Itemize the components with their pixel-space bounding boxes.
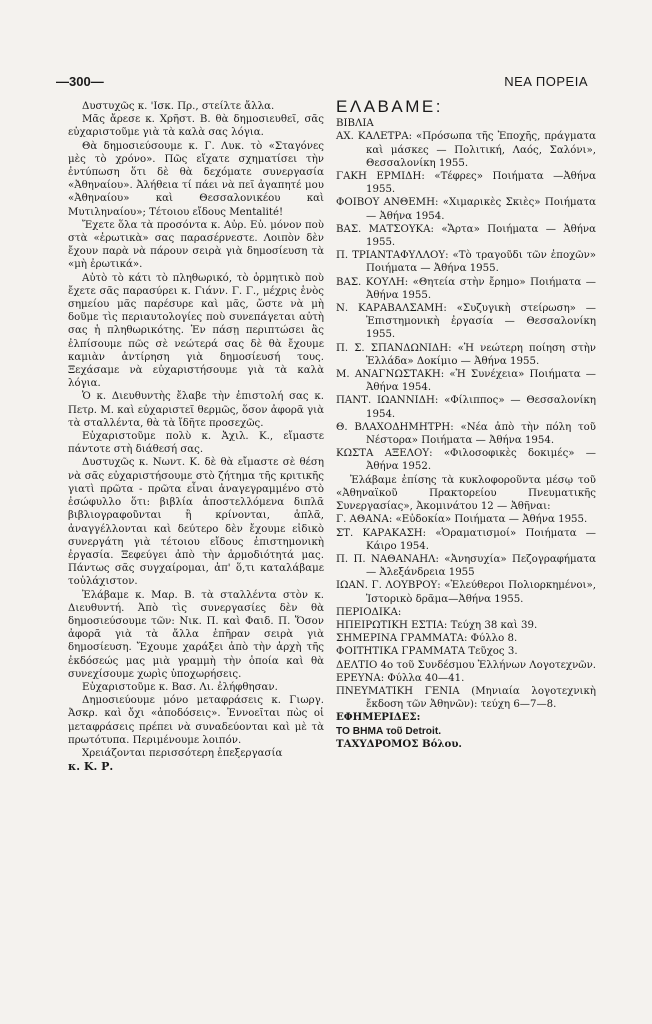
book-entry: Ν. ΚΑΡΑΒΑΛΣΑΜΗ: «Συζυγικὴ στείρωση» — Ἐπιστημονικὴ ἐργασία — Θεσσαλονίκη 1955.	[336, 303, 596, 341]
periodical-entry: ΦΟΙΤΗΤΙΚΑ ΓΡΑΜΜΑΤΑ Τεῦχος 3.	[336, 646, 518, 658]
book-entry: ΓΑΚΗ ΕΡΜΙΔΗ: «Τέφρες» Ποιήματα —Ἀθήνα 1955.	[336, 171, 596, 196]
book-entry: ΑΧ. ΚΑΛΕΤΡΑ: «Πρόσωπα τῆς Ἐποχῆς, πράγματα καὶ μάσκες — Πολιτική, Λαός, Σαλόνι», Θεσσαλονίκη 1955.	[336, 131, 596, 169]
book-entry: Θ. ΒΛΑΧΟΔΗΜΗΤΡΗ: «Νέα ἀπὸ τὴν πόλη τοῦ Νέστορα» Ποιήματα — Ἀθήνα 1954.	[336, 421, 596, 447]
reply-paragraph: Θὰ δημοσιεύσουμε κ. Γ. Λυκ. τὸ «Σταγόνες μὲς τὸ χρόνο». Πῶς εἴχατε σχηματίσει τὴν ἐντύπωση ὅτι δὲ θὰ δεχόματε συνεργασία «Ἀθηναίου». Ἀλήθεια τί πάει νὰ πεῖ ἀγαπητέ μου «Ἀθηναίου» καὶ Θεσσαλονικέου καὶ Μυτιληναίου»; Τέτοιου εἴδους Mentalité!	[68, 140, 324, 218]
newspaper-entry: ΤΟ ΒΗΜΑ τοῦ Detroit.	[336, 725, 442, 737]
books-label: ΒΙΒΛΙΑ	[336, 118, 374, 130]
received-also-note: Ἐλάβαμε ἐπίσης τὰ κυκλοφοροῦντα μέσῳ τοῦ «Ἀθηναϊκοῦ Πρακτορείου Πνευματικῆς Συνεργασίας», Ἀκομινάτου 12 — Ἀθῆναι:	[336, 474, 596, 513]
periodicals-label: ΠΕΡΙΟΔΙΚΑ:	[336, 606, 402, 618]
book-entry: ΒΑΣ. ΜΑΤΣΟΥΚΑ: «Ἄρτα» Ποιήματα — Ἀθήνα 1955.	[336, 223, 596, 249]
reply-paragraph: Εὐχαριστοῦμε πολὺ κ. Ἀχιλ. Κ., εἴμαστε πάντοτε στὴ διάθεσή σας.	[68, 431, 324, 456]
reply-paragraph: Ἐλάβαμε κ. Μαρ. Β. τὰ σταλλέντα στὸν κ. Διευθυντή. Ἀπὸ τὶς συνεργασίες δὲν θὰ δημοσιεύσουμε τῶν: Νικ. Π. καὶ Φαιδ. Π. Ὅσον ἀφορᾶ γιὰ τὰ ἄλλα ἐπῆραν σειρὰ γιὰ δημοσίευση. Ἔχουμε χαράξει ἀπὸ τὴν ἀρχὴ τῆς ἐκδόσεώς μας μιὰ γραμμὴ τὴν ὁποία καὶ θὰ συνεχίσουμε χωρὶς ὑποχωρήσεις.	[68, 589, 324, 680]
reply-paragraph: Μᾶς ἄρεσε κ. Χρῆστ. Β. θὰ δημοσιευθεῖ, σᾶς εὐχαριστοῦμε γιὰ τὰ καλὰ σας λόγια.	[68, 114, 324, 139]
signature: κ. Κ. Ρ.	[68, 760, 114, 774]
reply-paragraph: Ἔχετε ὅλα τὰ προσόντα κ. Αὐρ. Εὐ. μόνον ποὺ στὰ «ἐρωτικὰ» σας παρασέρνεστε. Λοιπὸν δὲν ἔχουν παρὰ νὰ πάρουν σειρὰ γιὰ δημοσίευση τὰ «μὴ ἐρωτικά».	[68, 219, 324, 271]
reply-paragraph: Δημοσιεύουμε μόνο μεταφράσεις κ. Γιωργ. Ἀσκρ. καὶ ὄχι «ἀποδόσεις». Ἐννοεῖται πὼς οἱ μεταφράσεις πρέπει νὰ συναδεύονται καὶ μὲ τὰ πρωτότυπα. Περιμένουμε λοιπόν.	[68, 695, 324, 746]
book-entry: Π. ΤΡΙΑΝΤΑΦΥΛΛΟΥ: «Τὸ τραγοῦδι τῶν ἐποχῶν» Ποιήματα — Ἀθήνα 1955.	[336, 250, 596, 275]
reply-paragraph: Χρειάζονται περισσότερη ἐπεξεργασία	[82, 747, 283, 759]
received-heading: ΕΛΑΒΑΜΕ:	[336, 97, 443, 116]
book-entry: Π. Π. ΝΑΘΑΝΑΗΛ: «Ἀνησυχία» Πεζογραφήματα — Ἀλεξάνδρεια 1955	[336, 553, 596, 579]
periodical-entry: ΔΕΛΤΙΟ 4ο τοῦ Συνδέσμου Ἑλλήνων Λογοτεχνῶν.	[336, 659, 597, 671]
periodical-entry: ΣΗΜΕΡΙΝΑ ΓΡΑΜΜΑΤΑ: Φύλλο 8.	[336, 633, 518, 645]
book-entry: ΒΑΣ. ΚΟΥΛΗ: «Θητεία στὴν ἔρημο» Ποιήματα — Ἀθήνα 1955.	[336, 276, 596, 301]
book-entry: ΙΩΑΝ. Γ. ΛΟΥΒΡΟΥ: «Ἐλεύθεροι Πολιορκημένοι», Ἱστορικὸ δρᾶμα—Ἀθήνα 1955.	[336, 580, 596, 605]
reply-paragraph: Δυστυχῶς κ. Νωντ. Κ. δὲ θὰ εἴμαστε σὲ θέση νὰ σᾶς εὐχαριστήσουμε στὸ ζήτημα τῆς κριτικῆς γιατὶ πρῶτα - πρῶτα εἶναι ἀναγεγραμμένο στὸ ἐσώφυλλο ὅτι: βιβλία ἀποστελλόμενα διπλᾶ βιβλιογραφοῦνται ἢ κρίνονται, ἁπλᾶ, ἀναγγέλλονται καὶ δεύτερο δὲν ἔχουμε εἰδικὸ συνεργάτη γιὰ τέτοιου εἴδους ἐπιστημονικὴ ἐργασία. Ξεφεύγει ἀπὸ τὴν ἁρμοδιότητά μας. Πάντως σᾶς συγχαίρομαι, ἀπ' ὅ,τι καταλάβαμε τοὐλάχιστον.	[68, 457, 324, 588]
book-entry: Γ. ΑΘΑΝΑ: «Εὐδοκία» Ποιήματα — Ἀθήνα 1955.	[336, 514, 588, 526]
newspaper-entry: ΤΑΧΥΔΡΟΜΟΣ Βόλου.	[336, 737, 462, 750]
journal-title: ΝΕΑ ΠΟΡΕΙΑ	[504, 74, 588, 89]
reply-paragraph: Δυστυχῶς κ. 'Ισκ. Πρ., στείλτε ἄλλα.	[82, 101, 275, 112]
reply-paragraph: Εὐχαριστοῦμε κ. Βασ. Λι. ἐλήφθησαν.	[82, 681, 278, 693]
reply-paragraph: Ὁ κ. Διευθυντὴς ἔλαβε τὴν ἐπιστολή σας κ. Πετρ. Μ. καὶ εὐχαριστεῖ θερμῶς, ὅσον ἀφορᾶ γιὰ τὰ σταλλέντα, θὰ τὰ ἴδῆτε προσεχῶς.	[68, 391, 324, 429]
left-column	[68, 100, 324, 773]
book-entry: ΠΑΝΤ. ΙΩΑΝΝΙΔΗ: «Φίλιππος» — Θεσσαλονίκη 1954.	[336, 395, 596, 420]
newspapers-label: ΕΦΗΜΕΡΙΔΕΣ:	[336, 711, 421, 724]
book-entry: ΣΤ. ΚΑΡΑΚΑΣΗ: «Ὁραματισμοί» Ποιήματα — Κάιρο 1954.	[336, 527, 596, 552]
right-column	[336, 97, 597, 751]
page-header	[56, 74, 588, 92]
periodical-entry: ΕΡΕΥΝΑ: Φύλλα 40—41.	[336, 672, 465, 684]
book-entry: Μ. ΑΝΑΓΝΩΣΤΑΚΗ: «Ἡ Συνέχεια» Ποιήματα — Ἀθήνα 1954.	[336, 369, 596, 394]
periodical-entry: ΗΠΕΙΡΩΤΙΚΗ ΕΣΤΙΑ: Τεύχη 38 καὶ 39.	[336, 619, 538, 631]
book-entry: Π. Σ. ΣΠΑΝΔΩΝΙΔΗ: «Ἡ νεώτερη ποίηση στὴν Ἑλλάδα» Δοκίμιο — Ἀθήνα 1955.	[336, 342, 596, 367]
book-entry: ΦΟΙΒΟΥ ΑΝΘΕΜΗ: «Χιμαρικὲς Σκιὲς» Ποιήματα — Ἀθήνα 1954.	[336, 197, 596, 222]
reply-paragraph: Αὐτὸ τὸ κάτι τὸ πληθωρικό, τὸ ὁρμητικὸ ποὺ ἔχετε σᾶς παρασύρει κ. Γιάνν. Γ. Γ., μέχρις ἑνὸς σημείου μᾶς παρέσυρε καὶ μᾶς, ὥστε νὰ μὴ δοῦμε τὶς περιαυτολογίες ποὺ συνεπάγεται αὐτὴ σας ἡ πληθωρικότης. Ἐν πάσῃ περιπτώσει ἂς ἐλπίσουμε πῶς σὲ νεώτερά σας δὲ θὰ ἔχουμε καμιὰν ἀντίρηση γιὰ δημοσίευσή τους. Ξεχάσαμε νὰ εὐχαριστήσουμε γιὰ τὰ καλὰ λόγια.	[68, 272, 324, 390]
page-number: —300—	[56, 74, 104, 89]
periodical-entry: ΠΝΕΥΜΑΤΙΚΗ ΓΕΝΙΑ (Μηνιαία λογοτεχνικὴ ἔκδοση τῶν Ἀθηνῶν): τεύχη 6—7—8.	[336, 685, 596, 711]
book-entry: ΚΩΣΤΑ ΑΞΕΛΟΥ: «Φιλοσοφικὲς δοκιμές» —Ἀθήνα 1952.	[336, 448, 596, 473]
